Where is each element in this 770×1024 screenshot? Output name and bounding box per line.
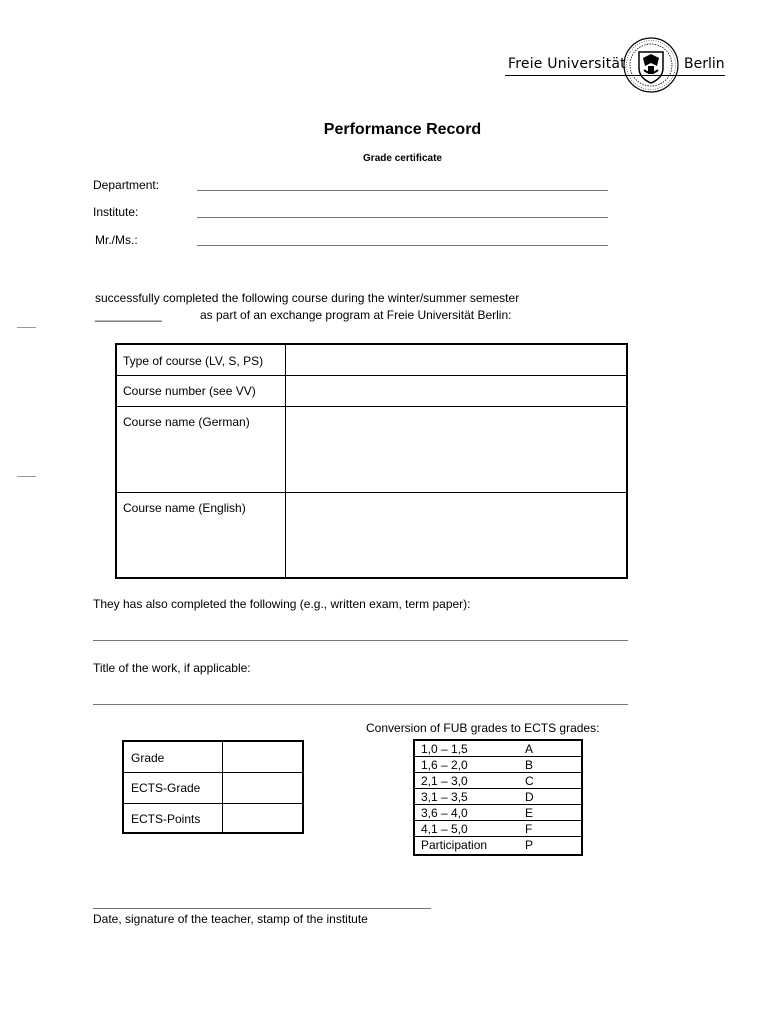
table-row [415, 789, 581, 805]
conversion-range: 1,0 – 1,5 [421, 742, 468, 756]
table-divider [117, 406, 626, 407]
conversion-grade: A [525, 742, 534, 756]
table-row [415, 837, 581, 853]
logo-text-left: Freie Universität [508, 56, 626, 72]
conversion-table [413, 739, 583, 856]
intro-line-1: successfully completed the following course during the winter/summer semester [95, 291, 520, 305]
margin-mark [17, 327, 36, 328]
department-field[interactable] [197, 190, 608, 191]
logo-underline [505, 75, 725, 76]
page-subtitle: Grade certificate [363, 153, 442, 164]
course-name-english-label: Course name (English) [123, 501, 246, 515]
name-label: Mr./Ms.: [95, 233, 138, 247]
table-divider [117, 375, 626, 376]
conversion-range: 4,1 – 5,0 [421, 822, 468, 836]
also-completed-label: They has also completed the following (e.g., written exam, term paper): [93, 597, 471, 611]
conversion-range: Participation [421, 838, 488, 852]
conversion-grade: B [525, 758, 534, 772]
conversion-grade: E [525, 806, 534, 820]
grade-label: Grade [131, 751, 165, 765]
margin-mark [17, 476, 36, 477]
course-number-label: Course number (see VV) [123, 384, 256, 398]
logo-text-right: Berlin [684, 56, 725, 72]
table-row [415, 805, 581, 821]
title-of-work-label: Title of the work, if applicable: [93, 661, 251, 675]
institute-field[interactable] [197, 217, 608, 218]
table-divider [124, 772, 302, 773]
title-of-work-field[interactable] [93, 704, 628, 705]
table-row [415, 773, 581, 789]
ects-grade-label: ECTS-Grade [131, 781, 201, 795]
conversion-grade: C [525, 774, 534, 788]
table-divider [285, 345, 286, 577]
table-row [415, 757, 581, 773]
table-divider [117, 492, 626, 493]
conversion-heading: Conversion of FUB grades to ECTS grades: [366, 721, 600, 735]
name-field[interactable] [197, 245, 608, 246]
conversion-range: 3,1 – 3,5 [421, 790, 468, 804]
table-row [415, 741, 581, 757]
grade-table [122, 740, 304, 834]
table-divider [222, 742, 223, 832]
institute-label: Institute: [93, 205, 139, 219]
table-divider [124, 803, 302, 804]
course-name-german-label: Course name (German) [123, 415, 250, 429]
ects-points-label: ECTS-Points [131, 812, 201, 826]
conversion-range: 3,6 – 4,0 [421, 806, 468, 820]
university-seal-icon [622, 36, 680, 94]
semester-blank[interactable]: __________ [95, 308, 162, 322]
department-label: Department: [93, 178, 160, 192]
table-row [415, 821, 581, 837]
conversion-grade: P [525, 838, 534, 852]
conversion-grade: D [525, 790, 534, 804]
intro-line-2: as part of an exchange program at Freie Universität Berlin: [200, 308, 512, 322]
also-completed-field[interactable] [93, 640, 628, 641]
conversion-range: 1,6 – 2,0 [421, 758, 468, 772]
page-title: Performance Record [323, 121, 482, 138]
course-type-label: Type of course (LV, S, PS) [123, 354, 264, 368]
conversion-grade: F [525, 822, 533, 836]
course-table [115, 343, 628, 579]
signature-label: Date, signature of the teacher, stamp of the institute [93, 912, 368, 926]
conversion-range: 2,1 – 3,0 [421, 774, 468, 788]
signature-field[interactable] [93, 908, 431, 909]
